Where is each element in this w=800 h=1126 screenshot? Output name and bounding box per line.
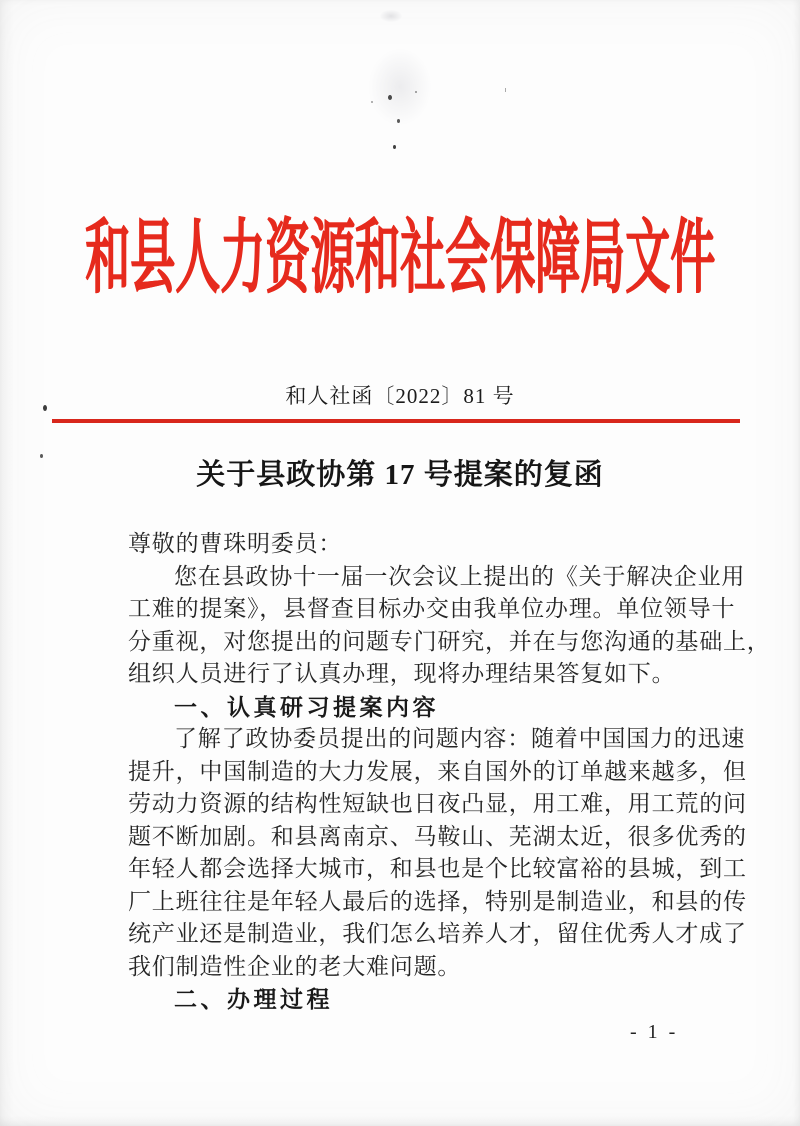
body-line: 我们制造性企业的老大难问题。: [128, 953, 462, 979]
scan-speck: [371, 101, 373, 103]
body-section-heading: 二、办理过程: [174, 986, 333, 1012]
scan-edge-shading-right: [792, 0, 800, 1126]
document-title: 关于县政协第 17 号提案的复函: [196, 459, 604, 491]
body-line: 劳动力资源的结构性短缺也日夜凸显，用工难，用工荒的问: [128, 791, 747, 816]
body-line: 提升，中国制造的大力发展，来自国外的订单越来越多，但: [128, 758, 747, 784]
body-line: 厂上班往往是年轻人最后的选择，特别是制造业，和县的传: [128, 888, 747, 914]
body-line: 统产业还是制造业，我们怎么培养人才，留住优秀人才成了: [128, 921, 747, 946]
page-number: - 1 -: [630, 1021, 679, 1043]
scan-edge-shading-left: [0, 0, 14, 1126]
letterhead-banner: [0, 193, 800, 307]
scan-speck: [388, 95, 392, 100]
body-line: 分重视，对您提出的问题专门研究，并在与您沟通的基础上，: [128, 628, 771, 654]
scan-smudge: [380, 10, 402, 22]
scan-smudge: [368, 48, 432, 126]
body-line: 您在县政协十一届一次会议上提出的《关于解决企业用: [174, 563, 746, 589]
body-line: 了解了政协委员提出的问题内容：随着中国国力的迅速: [174, 726, 746, 751]
body-line: 年轻人都会选择大城市，和县也是个比较富裕的县城，到工: [128, 856, 747, 881]
body-section-heading: 一、认真研习提案内容: [174, 693, 439, 720]
body-line: 尊敬的曹珠明委员：: [128, 531, 343, 556]
document-body: [128, 528, 771, 1016]
body-line: 题不断加剧。和县离南京、马鞍山、芜湖太近，很多优秀的: [128, 823, 747, 849]
body-line: 工难的提案》，县督查目标办交由我单位办理。单位领导十: [128, 596, 736, 621]
scan-edge-shading-bottom: [0, 1116, 800, 1126]
body-line: 组织人员进行了认真办理，现将办理结果答复如下。: [128, 661, 676, 686]
scan-speck: [397, 119, 400, 123]
scan-speck: [393, 145, 396, 149]
document-number: 和人社函〔2022〕81 号: [285, 384, 515, 408]
letterhead-title: 和县人力资源和社会保障局文件: [84, 213, 715, 304]
scan-speck: [415, 91, 417, 93]
red-divider-line: [52, 419, 740, 423]
scan-speck: [505, 88, 506, 92]
